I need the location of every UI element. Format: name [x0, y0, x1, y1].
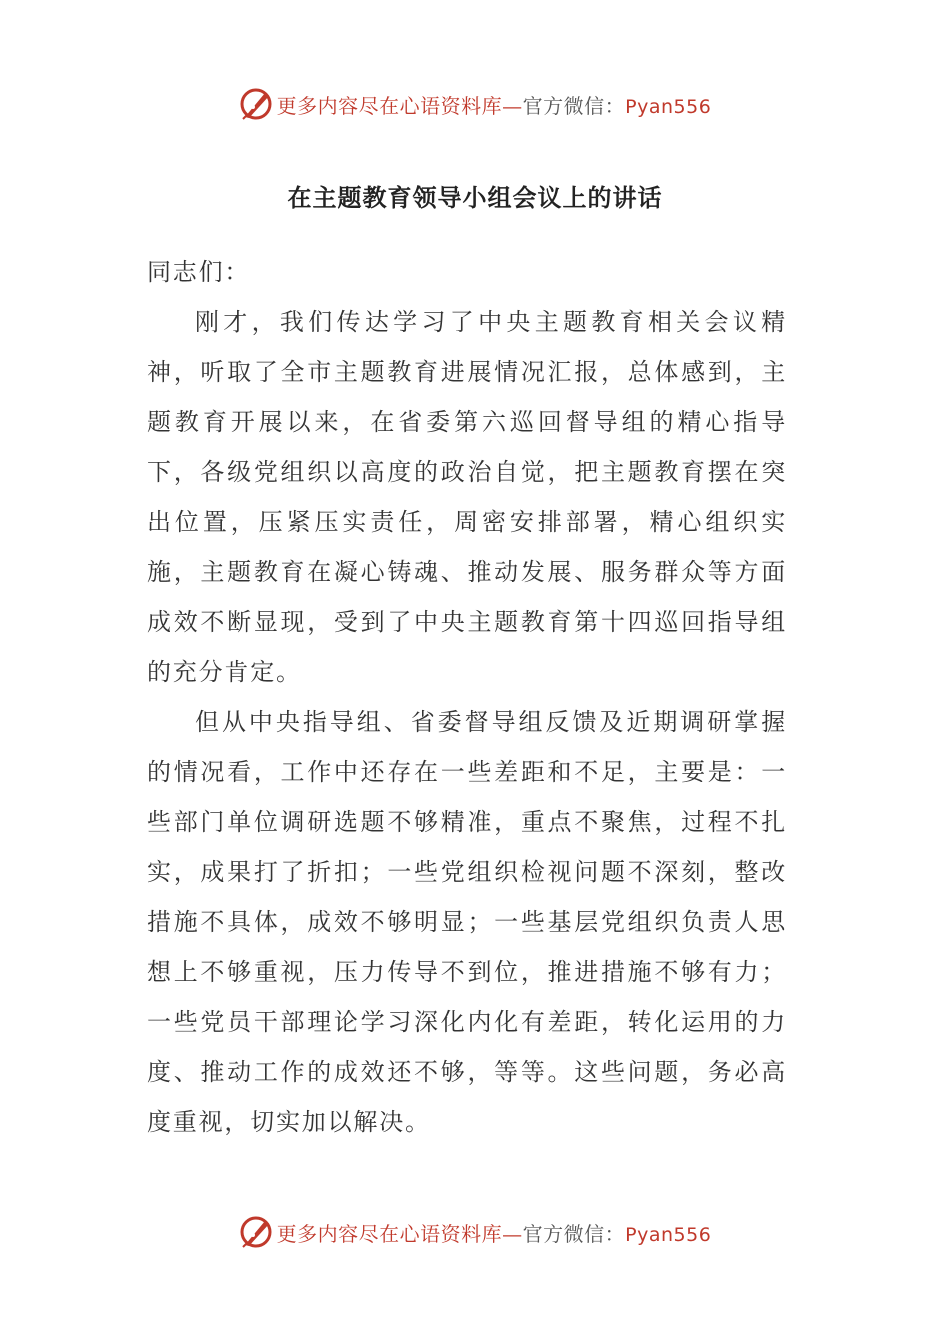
banner-wechat-label: 官方微信：	[522, 93, 626, 118]
banner-wechat-id: Pyan556	[625, 1223, 712, 1246]
banner-dash: —	[502, 93, 523, 118]
salutation: 同志们：	[147, 258, 251, 286]
paragraph-1: 刚才，我们传达学习了中央主题教育相关会议精神，听取了全市主题教育进展情况汇报，总体感到，主题教育开展以来，在省委第六巡回督导组的精心指导下，各级党组织以高度的政治自觉，把主题教育摆在突出位置，压紧压实责任，周密安排部署，精心组织实施，主题教育在凝心铸魂、推动发展、服务群众等方面成效不断显现，受到了中央主题教育第十四巡回指导组的充分肯定。	[147, 308, 787, 686]
footer-banner-text	[277, 1218, 712, 1247]
header-banner	[0, 86, 950, 122]
header-banner-text	[277, 90, 712, 119]
document-body	[147, 247, 787, 1147]
paragraph-2: 但从中央指导组、省委督导组反馈及近期调研掌握的情况看，工作中还存在一些差距和不足，主要是：一些部门单位调研选题不够精准，重点不聚焦，过程不扎实，成果打了折扣；一些党组织检视问题不深刻，整改措施不具体，成效不够明显；一些基层党组织负责人思想上不够重视，压力传导不到位，推进措施不够有力；一些党员干部理论学习深化内化有差距，转化运用的力度、推动工作的成效还不够，等等。这些问题，务必高度重视，切实加以解决。	[147, 708, 787, 1136]
banner-title: 更多内容尽在心语资料库	[276, 1221, 503, 1246]
quill-pen-logo-icon	[239, 1215, 273, 1249]
banner-title: 更多内容尽在心语资料库	[276, 93, 503, 118]
banner-wechat-id: Pyan556	[625, 95, 712, 118]
footer-banner	[0, 1214, 950, 1250]
banner-wechat-label: 官方微信：	[522, 1221, 626, 1246]
document-title: 在主题教育领导小组会议上的讲话	[287, 183, 663, 212]
banner-dash: —	[502, 1221, 523, 1246]
quill-pen-logo-icon	[239, 87, 273, 121]
